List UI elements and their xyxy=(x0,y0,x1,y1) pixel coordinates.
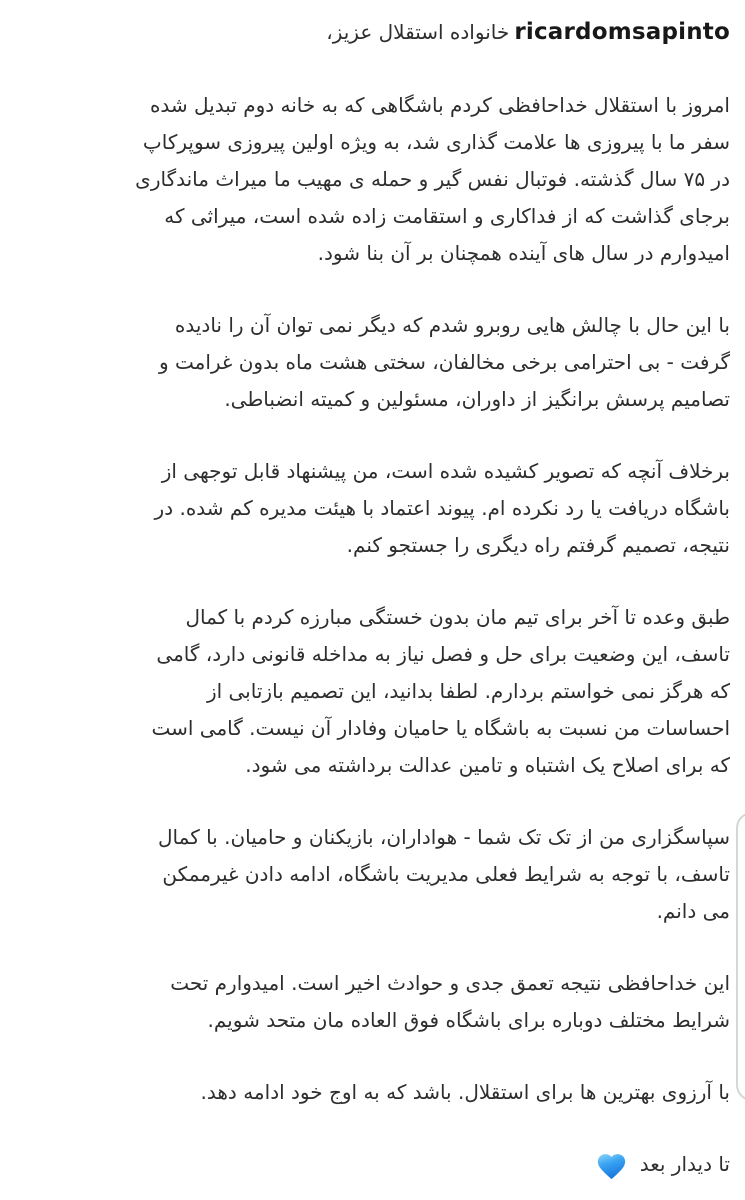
caption-line: امروز با استقلال خداحافظی کردم باشگاهی که به خانه دوم تبدیل شده xyxy=(149,93,730,117)
blue-heart-icon xyxy=(595,1150,628,1180)
caption-line: نتیجه، تصمیم گرفتم راه دیگری را جستجو کنم. xyxy=(346,533,730,557)
caption-header xyxy=(14,14,730,52)
username-link[interactable]: ricardomsapinto xyxy=(514,19,730,45)
caption-line: طبق وعده تا آخر برای تیم مان بدون خستگی مبارزه کردم با کمال xyxy=(185,605,730,629)
signoff-text: تا دیدار بعد xyxy=(639,1152,730,1176)
signoff-line xyxy=(14,1146,730,1183)
caption-line: سپاسگزاری من از تک تک شما - هواداران، بازیکنان و حامیان. با کمال xyxy=(158,825,730,849)
caption-line: برخلاف آنچه که تصویر کشیده شده است، من پیشنهاد قابل توجهی از xyxy=(161,459,730,483)
caption-line: با آرزوی بهترین ها برای استقلال. باشد که به اوج خود ادامه دهد. xyxy=(200,1080,730,1104)
caption-paragraph xyxy=(14,965,730,1039)
caption-line: در ۷۵ سال گذشته. فوتبال نفس گیر و حمله ی مهیب ما میراث ماندگاری xyxy=(135,167,730,191)
caption-line: گرفت - بی احترامی برخی مخالفان، سختی هشت ماه بدون غرامت و xyxy=(158,350,730,374)
caption-paragraph xyxy=(14,453,730,564)
caption-line: باشگاه دریافت یا رد نکرده ام. پیوند اعتماد با هیئت مدیره کم شده. در xyxy=(154,496,730,520)
caption-body xyxy=(14,87,730,1111)
caption-line: که برای اصلاح یک اشتباه و تامین عدالت برداشته می شود. xyxy=(245,753,730,777)
caption-line: امیدوارم در سال های آینده همچنان بر آن بنا شود. xyxy=(317,241,730,265)
caption-paragraph xyxy=(14,87,730,272)
caption-line: که هرگز نمی خواستم بردارم. لطفا بدانید، این تصمیم بازتابی از xyxy=(206,679,730,703)
caption-paragraph xyxy=(14,307,730,418)
caption-line: احساسات من نسبت به باشگاه یا حامیان وفادار آن نیست. گامی است xyxy=(151,716,730,740)
caption-line: می دانم. xyxy=(656,899,730,923)
caption-paragraph xyxy=(14,1074,730,1111)
caption-line: برجای گذاشت که از فداکاری و استقامت زاده شده است، میراثی که xyxy=(164,204,730,228)
caption-line: تاسف، با توجه به شرایط فعلی مدیریت باشگاه، ادامه دادن غیرممکن xyxy=(162,862,730,886)
caption-line: سفر ما با پیروزی ها علامت گذاری شد، به ویژه اولین پیروزی سوپرکاپ xyxy=(142,130,730,154)
caption-paragraph xyxy=(14,819,730,930)
edge-panel-handle[interactable] xyxy=(736,812,745,1101)
caption-line: با این حال با چالش هایی روبرو شدم که دیگر نمی توان آن را نادیده xyxy=(174,313,730,337)
caption-paragraph xyxy=(14,599,730,784)
caption-line: تاسف، این وضعیت برای حل و فصل نیاز به مداخله قانونی دارد، گامی xyxy=(156,642,730,666)
greeting-text: خانواده استقلال عزیز، xyxy=(326,20,510,44)
caption-line: تصامیم پرسش برانگیز از داوران، مسئولین و کمیته انضباطی. xyxy=(224,387,730,411)
caption-line: این خداحافظی نتیجه تعمق جدی و حوادث اخیر است. امیدوارم تحت xyxy=(170,971,730,995)
caption-line: شرایط مختلف دوباره برای باشگاه فوق العاده مان متحد شویم. xyxy=(207,1008,730,1032)
